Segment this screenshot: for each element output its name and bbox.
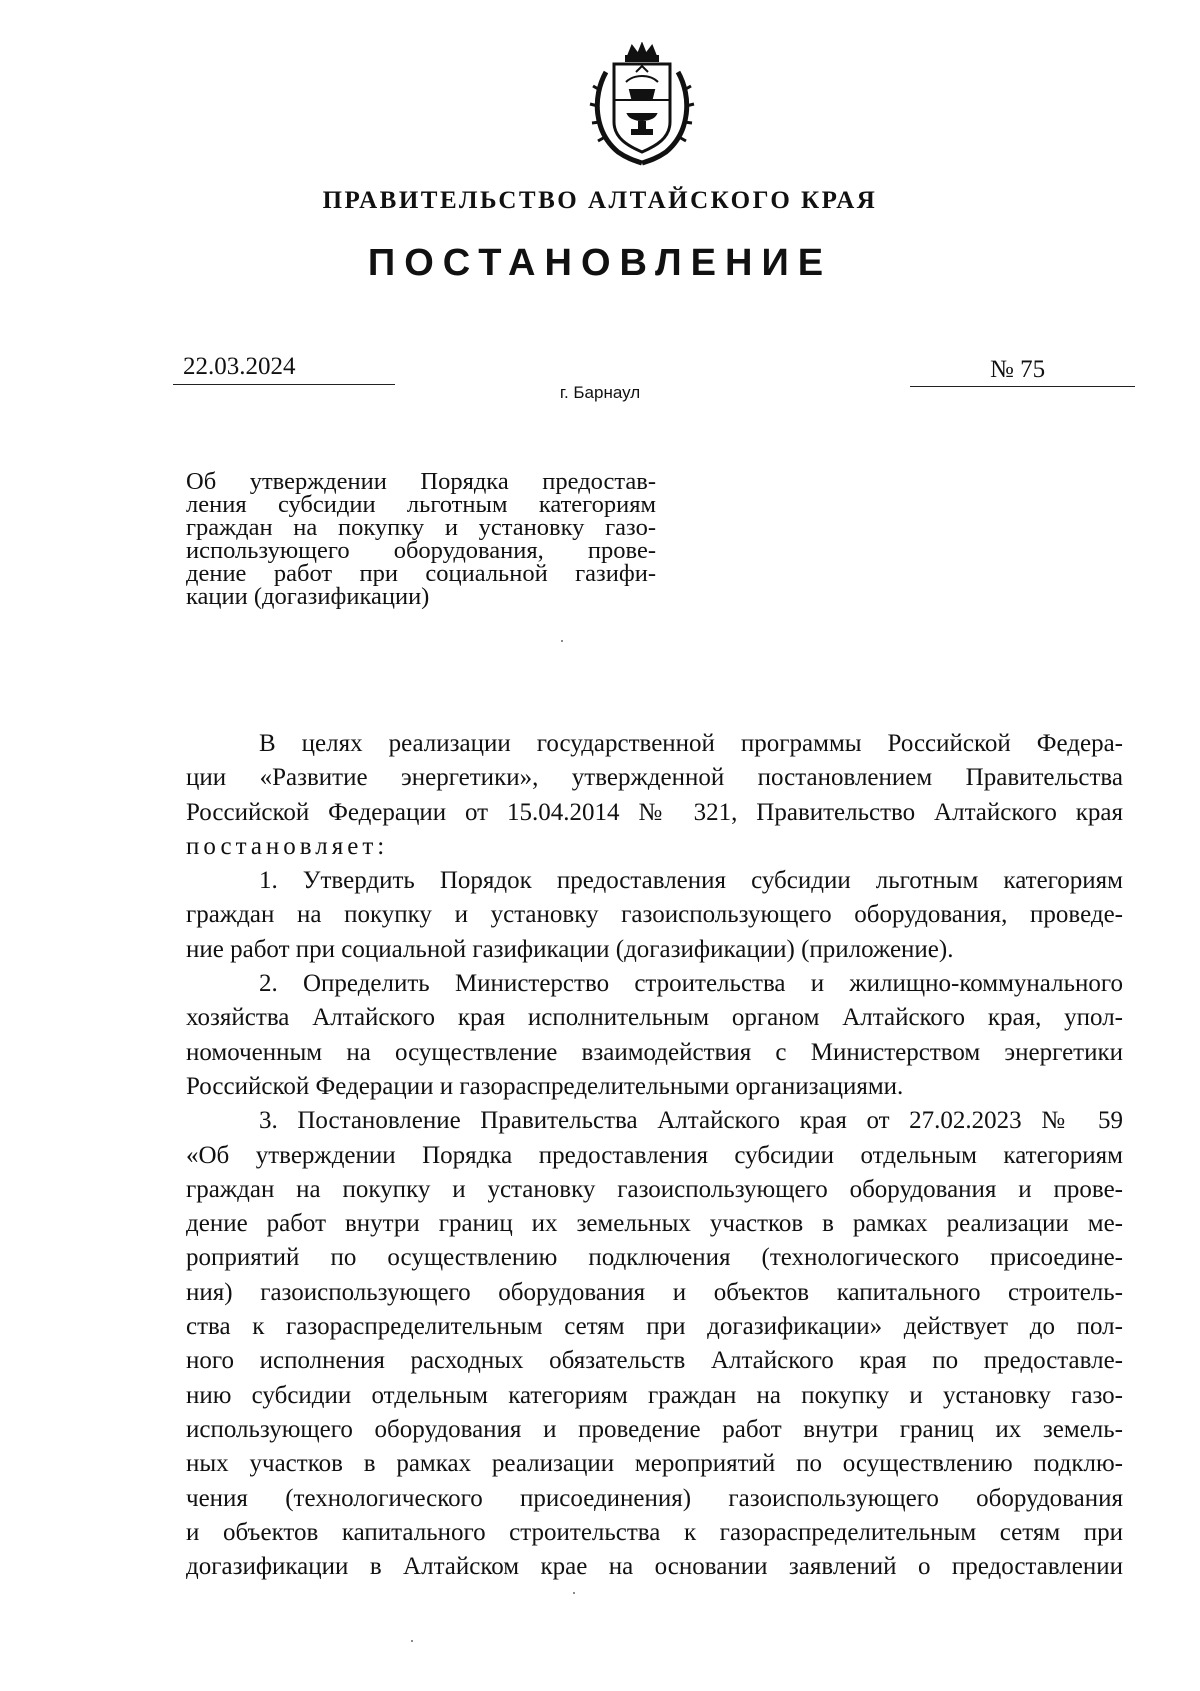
body-line: 1. Утвердить Порядок предоставления субсидии льготным категориям	[259, 867, 1123, 895]
subject-line: граждан на покупку и установку газо-	[186, 514, 656, 541]
body-line: ние работ при социальной газификации (догазификации) (приложение).	[186, 935, 954, 963]
document-subject	[186, 470, 656, 608]
scan-speck	[411, 1640, 413, 1642]
subject-line: ления субсидии льготным категориям	[186, 491, 656, 518]
body-line: использующего оборудования и проведение работ внутри границ их земель-	[186, 1415, 1123, 1443]
body-line: хозяйства Алтайского края исполнительным органом Алтайского края, упол-	[186, 1004, 1123, 1032]
body-line: дение работ внутри границ их земельных участков в рамках реализации ме-	[186, 1210, 1123, 1238]
organization-title: ПРАВИТЕЛЬСТВО АЛТАЙСКОГО КРАЯ	[322, 187, 878, 214]
subject-line: кации (догазификации)	[186, 583, 430, 610]
body-line: чения (технологического присоединения) газоиспользующего оборудования	[186, 1484, 1123, 1512]
body-line: роприятий по осуществлению подключения (технологического присоедине-	[186, 1244, 1123, 1272]
body-line: граждан на покупку и установку газоиспользующего оборудования, проведе-	[186, 901, 1123, 929]
body-line: «Об утверждении Порядка предоставления субсидии отдельным категориям	[186, 1141, 1123, 1169]
scan-speck	[573, 1592, 575, 1594]
document-number: № 75	[910, 356, 1135, 387]
body-line: 2. Определить Министерство строительства и жилищно-коммунального	[259, 970, 1123, 998]
body-line: нию субсидии отдельным категориям граждан на покупку и установку газо-	[186, 1381, 1123, 1409]
document-city: г. Барнаул	[559, 383, 641, 402]
body-line: постановляет:	[186, 832, 389, 860]
body-line: ных участков в рамках реализации мероприятий по осуществлению подклю-	[186, 1450, 1123, 1478]
body-line: ния) газоиспользующего оборудования и объектов капитального строитель-	[186, 1278, 1123, 1306]
body-line: Российской Федерации от 15.04.2014 № 321, Правительство Алтайского края	[186, 798, 1123, 826]
body-line: номоченным на осуществление взаимодействия с Министерством энергетики	[186, 1038, 1123, 1066]
body-line: и объектов капитального строительства к газораспределительным сетям при	[186, 1518, 1123, 1546]
body-line: ства к газораспределительным сетям при догазификации» действует до пол-	[186, 1313, 1123, 1341]
body-line: В целях реализации государственной программы Российской Федера-	[259, 730, 1123, 757]
subject-line: Об утверждении Порядка предостав-	[186, 468, 656, 495]
body-line: ного исполнения расходных обязательств Алтайского края по предоставле-	[186, 1347, 1123, 1375]
document-type-title: ПОСТАНОВЛЕНИЕ	[367, 242, 833, 284]
body-line: 3. Постановление Правительства Алтайского края от 27.02.2023 № 59	[259, 1107, 1123, 1135]
body-line: Российской Федерации и газораспределительными организациями.	[186, 1072, 904, 1100]
document-date: 22.03.2024	[173, 353, 395, 385]
document-body	[186, 727, 1123, 1584]
body-line: догазификации в Алтайском крае на основании заявлений о предоставлении	[186, 1553, 1123, 1581]
subject-line: дение работ при социальной газифи-	[186, 560, 656, 587]
body-line: ции «Развитие энергетики», утвержденной постановлением Правительства	[186, 764, 1123, 792]
coat-of-arms-emblem	[586, 42, 698, 167]
scan-speck	[561, 640, 563, 642]
body-line: граждан на покупку и установку газоиспользующего оборудования и прове-	[186, 1175, 1123, 1203]
subject-line: использующего оборудования, прове-	[186, 537, 656, 564]
